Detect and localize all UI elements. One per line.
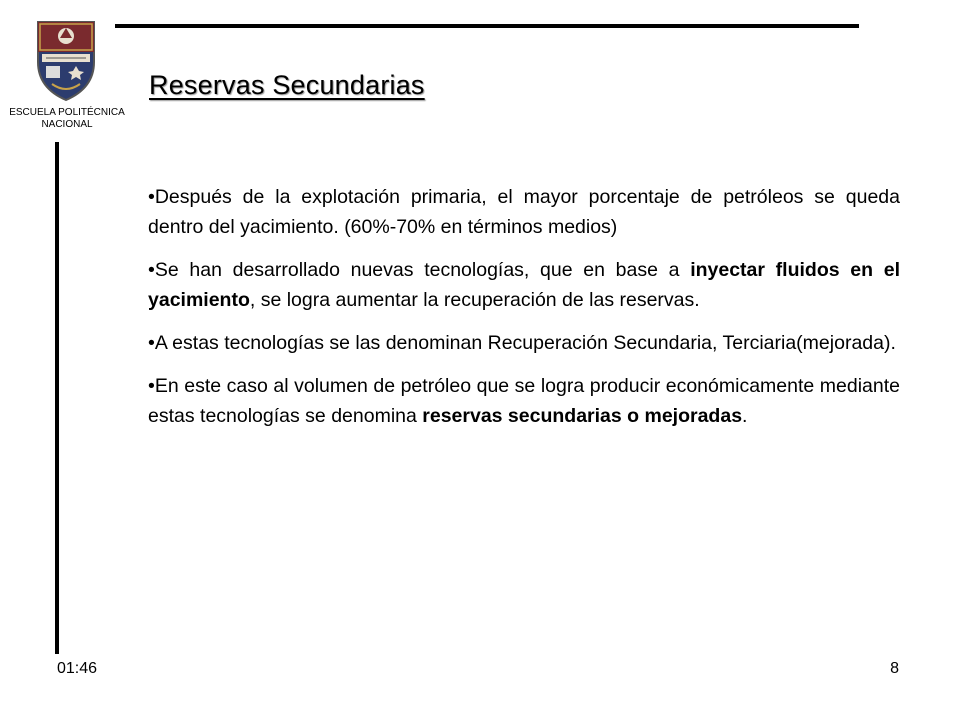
- paragraph-text: •En este caso al volumen de petróleo que se logra producir económicamente mediante estas tecnologías se denomina: [148, 375, 900, 427]
- paragraph-text: •Después de la explotación primaria, el mayor porcentaje de petróleos se queda dentro del yacimiento. (60%-70% en términos medios): [148, 186, 900, 238]
- bullet-paragraph: [148, 182, 900, 242]
- paragraph-text: •A estas tecnologías se las denominan Recuperación Secundaria, Terciaria(mejorada).: [148, 332, 896, 354]
- paragraph-text: •Se han desarrollado nuevas tecnologías, que en base a: [148, 259, 691, 281]
- university-crest-icon: [32, 18, 100, 104]
- slide-title: Reservas Secundarias: [149, 70, 425, 100]
- footer-time: 01:46: [57, 660, 98, 677]
- paragraph-text: .: [742, 405, 748, 427]
- bullet-paragraph: [148, 255, 900, 315]
- page-number: 8: [890, 660, 899, 677]
- emphasized-text: reservas secundarias o mejoradas: [422, 405, 743, 427]
- institution-name: [0, 107, 134, 131]
- bullet-paragraph: [148, 328, 900, 358]
- left-divider: [55, 142, 59, 654]
- paragraph-text: , se logra aumentar la recuperación de las reservas.: [249, 289, 700, 311]
- bullet-paragraph: [148, 371, 900, 431]
- institution-line-2: NACIONAL: [41, 119, 93, 130]
- emphasized-text: inyectar fluidos en el yacimiento: [148, 259, 900, 311]
- institution-line-1: ESCUELA POLITÉCNICA: [9, 107, 125, 118]
- slide-body: [148, 182, 900, 444]
- top-divider: [115, 24, 859, 28]
